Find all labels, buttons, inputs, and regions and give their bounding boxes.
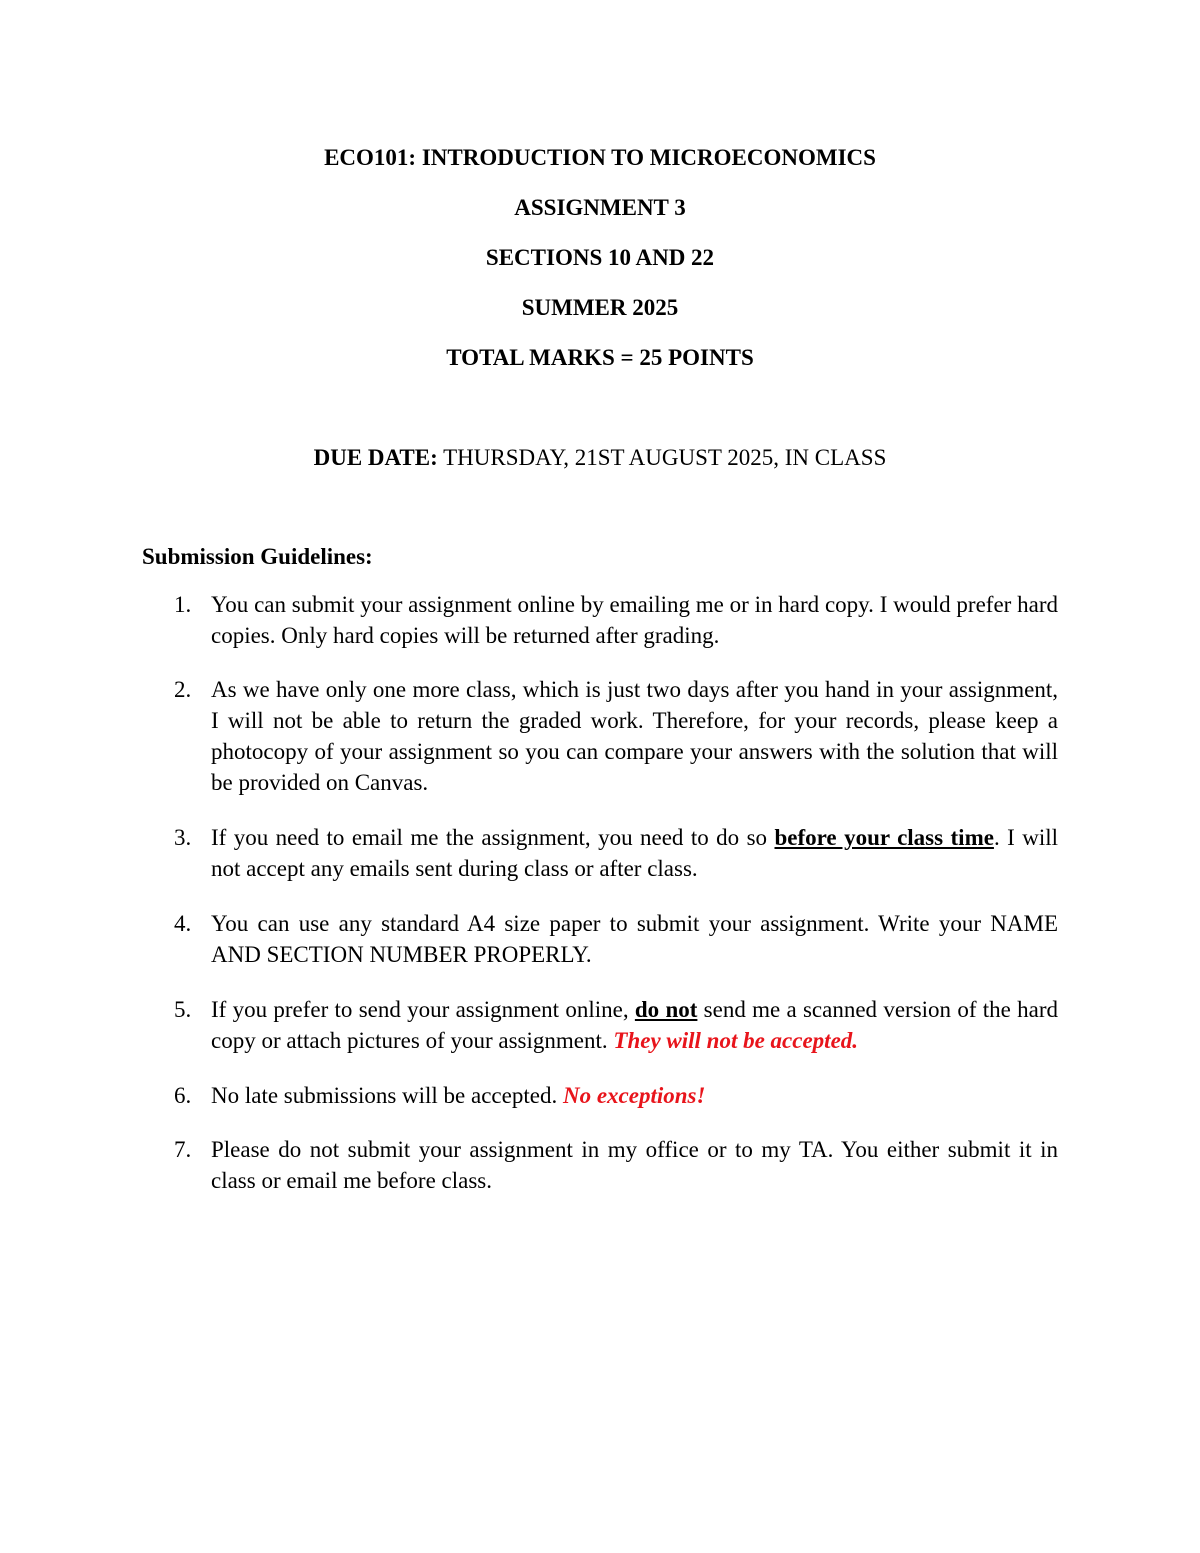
list-item-number: 5. (174, 997, 192, 1022)
list-item-text-start: If you need to email me the assignment, you need to do so (211, 825, 775, 850)
list-item-text (211, 822, 1058, 884)
list-item-text (211, 1080, 1058, 1111)
list-item-number: 1. (174, 592, 192, 617)
list-item-text: You can submit your assignment online by emailing me or in hard copy. I would prefer hard copies. Only hard copies will be returned after grading. (211, 592, 1058, 648)
due-date-label: DUE DATE: (313, 445, 438, 470)
guidelines-heading: Submission Guidelines: (142, 544, 373, 569)
term-line: SUMMER 2025 (521, 295, 679, 320)
course-title: ECO101: INTRODUCTION TO MICROECONOMICS (324, 145, 876, 170)
list-item-text: As we have only one more class, which is just two days after you hand in your assignment, I will not be able to return the graded work. Therefore, for your records, please keep a photocopy of your assignment so you can compare your answers with the solution that will be provided on Canvas. (211, 677, 1058, 795)
list-item-text: Please do not submit your assignment in my office or to my TA. You either submit it in class or email me before class. (211, 1137, 1058, 1193)
list-item-number: 7. (174, 1137, 192, 1162)
not-accepted-warning: They will not be accepted. (613, 1028, 859, 1053)
sections-line: SECTIONS 10 AND 22 (485, 245, 715, 270)
do-not-emphasis: do not (634, 997, 698, 1022)
due-date-line (0, 443, 1200, 473)
list-item-text-middle: send me a scanned version of the hard copy or attach pictures of your assignment. (211, 997, 1058, 1053)
list-item-text-start: If you prefer to send your assignment online, (211, 997, 635, 1022)
due-date-value: THURSDAY, 21ST AUGUST 2025, IN CLASS (437, 445, 887, 470)
total-marks-line: TOTAL MARKS = 25 POINTS (446, 345, 754, 370)
no-exceptions-warning: No exceptions! (562, 1083, 706, 1108)
assignment-title: ASSIGNMENT 3 (514, 195, 686, 220)
list-item-number: 3. (174, 825, 192, 850)
list-item-text-start: No late submissions will be accepted. (211, 1083, 563, 1108)
list-item-text (211, 994, 1058, 1056)
list-item-number: 2. (174, 677, 192, 702)
list-item-text: You can use any standard A4 size paper to submit your assignment. Write your NAME AND SECTION NUMBER PROPERLY. (211, 911, 1058, 967)
list-item-number: 6. (174, 1083, 192, 1108)
list-item-text-end: . I will not accept any emails sent during class or after class. (211, 825, 1058, 881)
list-item-number: 4. (174, 911, 192, 936)
class-time-emphasis: before your class time (774, 825, 994, 850)
